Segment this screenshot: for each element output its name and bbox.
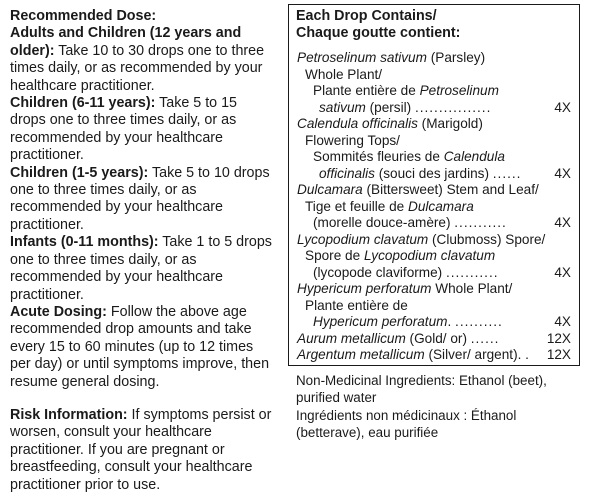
potency: 4X [554,264,571,280]
potency: 4X [554,314,571,329]
dose-infants-text: Take 1 to 5 drops one to three times daily, or as recommended by your healthcare practitioner. [10,234,272,303]
ingredient-list [289,50,579,364]
dosage-column [10,8,272,494]
ingredient-marigold: Calendula officinalis (Marigold) Flowering Tops/ Sommités fleuries de Calendula officinalis (souci des jardins) ...... 4X [297,116,571,181]
ingredient-hypericum: Hypericum perforatum Whole Plant/ Plante entière de Hypericum perforatum. .......... 4X [297,281,571,329]
ingredient-dulcamara: Dulcamara (Bittersweet) Stem and Leaf/ Tige et feuille de Dulcamara (morelle douce-amère) ........... 4X [297,182,571,230]
ingredient-aurum: Aurum metallicum (Gold/ or) ...... 12X [297,330,571,346]
dose-infants-label: Infants (0-11 months): [10,234,159,251]
dose-infants [10,234,272,304]
title-en: Each Drop Contains/ [296,8,437,24]
dose-young-text: Take 5 to 10 drops one to three times daily, or as recommended by your healthcare practitioner. [10,164,270,233]
ingredient-lycopodium: Lycopodium clavatum (Clubmoss) Spore/ Spore de Lycopodium clavatum (lycopode claviforme) ........... 4X [297,231,571,280]
dose-children-label: Children (6-11 years): [10,95,156,112]
ingredients-box [288,4,580,366]
potency: 4X [554,165,571,181]
dose-adults-text: Take 10 to 30 drops one to three times daily, or as recommended by your healthcare practitioner. [10,42,265,94]
non-medicinal-fr: Ingrédients non médicinaux : Éthanol (betterave), eau purifiée [296,408,517,440]
dose-young-children [10,165,272,235]
risk-label: Risk Information: [10,406,128,423]
ingredients-box-title [289,5,579,41]
dose-children [10,95,272,165]
non-medicinal-en: Non-Medicinal Ingredients: Ethanol (beet), purified water [296,373,547,405]
dose-children-text: Take 5 to 15 drops one to three times daily, or as recommended by your healthcare practitioner. [10,95,238,164]
ingredient-argentum: Argentum metallicum (Silver/ argent). . 12X [297,347,571,362]
potency: 4X [554,215,571,230]
risk-information [10,407,272,494]
recommended-dose-heading: Recommended Dose: [10,8,157,24]
dose-acute-text: Follow the above age recommended drop amounts and take every 15 to 60 minutes (up to 12 times per day) or until symptoms improve, then resume general dosing. [10,303,270,390]
dose-young-label: Children (1-5 years): [10,164,149,181]
potency: 4X [554,99,571,115]
potency: 12X [546,347,571,362]
ingredient-parsley: Petroselinum sativum (Parsley) Whole Plant/ Plante entière de Petroselinum sativum (persil) ................ 4X [297,50,571,115]
dose-adults-label: Adults and Children (12 years and older): [10,25,242,59]
dose-acute [10,304,272,391]
dose-adults [10,25,272,95]
non-medicinal-ingredients [296,373,586,441]
title-fr: Chaque goutte contient: [296,24,461,41]
dose-acute-label: Acute Dosing: [10,303,107,320]
potency: 12X [546,330,571,346]
risk-text: If symptoms persist or worsen, consult your healthcare practitioner. If you are pregnant or breastfeeding, consult your healthcare practitioner prior to use. [10,406,272,493]
